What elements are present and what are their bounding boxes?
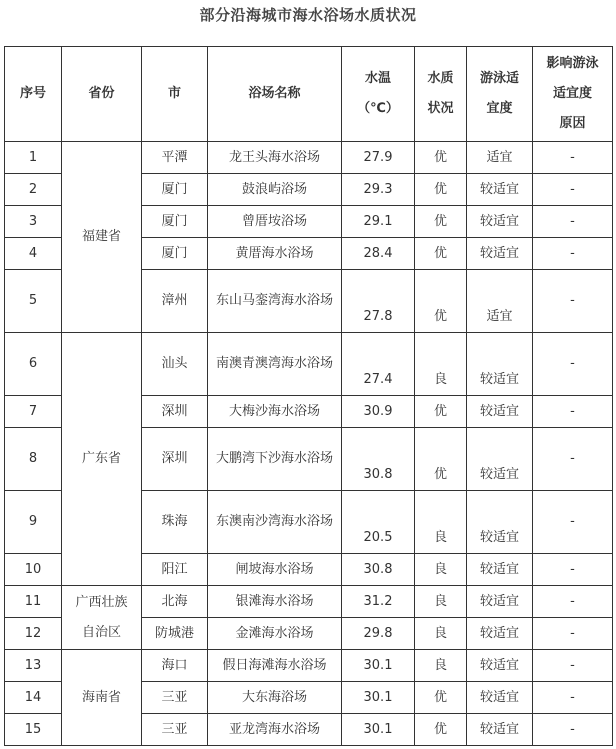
cell-temp: 29.3 bbox=[342, 174, 415, 206]
cell-city: 北海 bbox=[142, 586, 208, 618]
cell-city: 汕头 bbox=[142, 333, 208, 396]
cell-reason: - bbox=[533, 618, 613, 650]
cell-province-hainan: 海南省 bbox=[62, 650, 142, 746]
cell-temp: 20.5 bbox=[342, 491, 415, 554]
cell-reason: - bbox=[533, 586, 613, 618]
cell-suitability: 适宜 bbox=[467, 270, 533, 333]
cell-beach: 鼓浪屿浴场 bbox=[208, 174, 342, 206]
cell-suitability: 较适宜 bbox=[467, 682, 533, 714]
cell-suitability: 较适宜 bbox=[467, 396, 533, 428]
cell-reason: - bbox=[533, 174, 613, 206]
header-city: 市 bbox=[142, 47, 208, 142]
cell-reason: - bbox=[533, 206, 613, 238]
cell-no: 8 bbox=[5, 428, 62, 491]
cell-temp: 29.1 bbox=[342, 206, 415, 238]
cell-quality: 良 bbox=[415, 554, 467, 586]
cell-city: 阳江 bbox=[142, 554, 208, 586]
table-row bbox=[5, 586, 613, 618]
cell-quality: 良 bbox=[415, 586, 467, 618]
cell-reason: - bbox=[533, 333, 613, 396]
cell-suitability: 较适宜 bbox=[467, 491, 533, 554]
cell-city: 漳州 bbox=[142, 270, 208, 333]
cell-suitability: 较适宜 bbox=[467, 618, 533, 650]
cell-temp: 31.2 bbox=[342, 586, 415, 618]
cell-temp: 30.8 bbox=[342, 428, 415, 491]
header-suitability: 游泳适 宜度 bbox=[467, 47, 533, 142]
cell-suitability: 较适宜 bbox=[467, 586, 533, 618]
cell-no: 15 bbox=[5, 714, 62, 746]
cell-quality: 优 bbox=[415, 270, 467, 333]
cell-reason: - bbox=[533, 682, 613, 714]
cell-reason: - bbox=[533, 428, 613, 491]
cell-suitability: 较适宜 bbox=[467, 174, 533, 206]
cell-no: 10 bbox=[5, 554, 62, 586]
cell-quality: 优 bbox=[415, 238, 467, 270]
cell-suitability: 较适宜 bbox=[467, 428, 533, 491]
cell-city: 平潭 bbox=[142, 142, 208, 174]
cell-suitability: 较适宜 bbox=[467, 554, 533, 586]
cell-city: 厦门 bbox=[142, 174, 208, 206]
cell-beach: 大梅沙海水浴场 bbox=[208, 396, 342, 428]
cell-reason: - bbox=[533, 142, 613, 174]
header-beach: 浴场名称 bbox=[208, 47, 342, 142]
cell-city: 深圳 bbox=[142, 396, 208, 428]
cell-temp: 30.1 bbox=[342, 714, 415, 746]
table-row bbox=[5, 650, 613, 682]
cell-quality: 良 bbox=[415, 333, 467, 396]
cell-beach: 黄厝海水浴场 bbox=[208, 238, 342, 270]
cell-quality: 优 bbox=[415, 682, 467, 714]
cell-no: 12 bbox=[5, 618, 62, 650]
cell-beach: 东澳南沙湾海水浴场 bbox=[208, 491, 342, 554]
cell-province-guangxi: 广西壮族 自治区 bbox=[62, 586, 142, 650]
cell-beach: 东山马銮湾海水浴场 bbox=[208, 270, 342, 333]
cell-suitability: 较适宜 bbox=[467, 650, 533, 682]
cell-reason: - bbox=[533, 396, 613, 428]
cell-quality: 良 bbox=[415, 618, 467, 650]
cell-province-guangdong: 广东省 bbox=[62, 333, 142, 586]
cell-temp: 30.8 bbox=[342, 554, 415, 586]
cell-city: 三亚 bbox=[142, 682, 208, 714]
cell-no: 11 bbox=[5, 586, 62, 618]
cell-no: 9 bbox=[5, 491, 62, 554]
cell-no: 7 bbox=[5, 396, 62, 428]
cell-beach: 龙王头海水浴场 bbox=[208, 142, 342, 174]
cell-no: 3 bbox=[5, 206, 62, 238]
cell-province-fujian: 福建省 bbox=[62, 142, 142, 333]
cell-no: 4 bbox=[5, 238, 62, 270]
cell-beach: 曾厝垵浴场 bbox=[208, 206, 342, 238]
header-row bbox=[5, 47, 613, 142]
cell-beach: 金滩海水浴场 bbox=[208, 618, 342, 650]
cell-reason: - bbox=[533, 270, 613, 333]
cell-quality: 优 bbox=[415, 714, 467, 746]
cell-quality: 良 bbox=[415, 650, 467, 682]
cell-reason: - bbox=[533, 491, 613, 554]
page-title: 部分沿海城市海水浴场水质状况 bbox=[199, 6, 417, 24]
cell-reason: - bbox=[533, 714, 613, 746]
cell-quality: 优 bbox=[415, 174, 467, 206]
cell-no: 6 bbox=[5, 333, 62, 396]
cell-beach: 大东海浴场 bbox=[208, 682, 342, 714]
cell-quality: 优 bbox=[415, 428, 467, 491]
cell-no: 1 bbox=[5, 142, 62, 174]
cell-no: 14 bbox=[5, 682, 62, 714]
cell-city: 厦门 bbox=[142, 238, 208, 270]
cell-city: 珠海 bbox=[142, 491, 208, 554]
cell-temp: 30.1 bbox=[342, 650, 415, 682]
cell-no: 5 bbox=[5, 270, 62, 333]
cell-beach: 银滩海水浴场 bbox=[208, 586, 342, 618]
table-row bbox=[5, 333, 613, 396]
header-no: 序号 bbox=[5, 47, 62, 142]
header-province: 省份 bbox=[62, 47, 142, 142]
cell-reason: - bbox=[533, 238, 613, 270]
cell-city: 防城港 bbox=[142, 618, 208, 650]
cell-suitability: 较适宜 bbox=[467, 238, 533, 270]
header-temp: 水温 （℃） bbox=[342, 47, 415, 142]
cell-beach: 假日海滩海水浴场 bbox=[208, 650, 342, 682]
cell-temp: 28.4 bbox=[342, 238, 415, 270]
cell-beach: 亚龙湾海水浴场 bbox=[208, 714, 342, 746]
cell-quality: 良 bbox=[415, 491, 467, 554]
cell-beach: 闸坡海水浴场 bbox=[208, 554, 342, 586]
cell-beach: 南澳青澳湾海水浴场 bbox=[208, 333, 342, 396]
cell-beach: 大鹏湾下沙海水浴场 bbox=[208, 428, 342, 491]
cell-temp: 27.4 bbox=[342, 333, 415, 396]
cell-no: 2 bbox=[5, 174, 62, 206]
cell-city: 三亚 bbox=[142, 714, 208, 746]
cell-suitability: 较适宜 bbox=[467, 714, 533, 746]
cell-quality: 优 bbox=[415, 206, 467, 238]
cell-no: 13 bbox=[5, 650, 62, 682]
cell-suitability: 适宜 bbox=[467, 142, 533, 174]
water-quality-table bbox=[4, 46, 613, 746]
cell-city: 深圳 bbox=[142, 428, 208, 491]
cell-temp: 30.1 bbox=[342, 682, 415, 714]
cell-temp: 29.8 bbox=[342, 618, 415, 650]
header-quality: 水质 状况 bbox=[415, 47, 467, 142]
table-row bbox=[5, 142, 613, 174]
cell-temp: 27.8 bbox=[342, 270, 415, 333]
cell-temp: 27.9 bbox=[342, 142, 415, 174]
cell-temp: 30.9 bbox=[342, 396, 415, 428]
cell-city: 海口 bbox=[142, 650, 208, 682]
cell-reason: - bbox=[533, 554, 613, 586]
cell-reason: - bbox=[533, 650, 613, 682]
cell-city: 厦门 bbox=[142, 206, 208, 238]
cell-suitability: 较适宜 bbox=[467, 206, 533, 238]
cell-quality: 优 bbox=[415, 396, 467, 428]
cell-quality: 优 bbox=[415, 142, 467, 174]
cell-suitability: 较适宜 bbox=[467, 333, 533, 396]
header-reason: 影响游泳 适宜度 原因 bbox=[533, 47, 613, 142]
